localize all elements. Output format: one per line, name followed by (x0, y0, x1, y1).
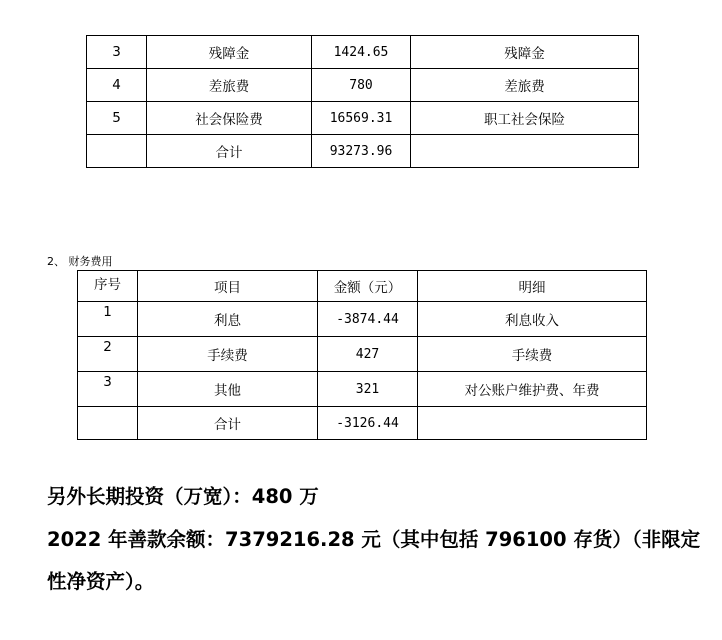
empty-cell (411, 135, 639, 168)
row-number: 2 (78, 337, 138, 372)
total-amount: -3126.44 (318, 407, 418, 440)
header-item: 项目 (138, 271, 318, 302)
row-number: 3 (78, 372, 138, 407)
row-amount: 1424.65 (312, 36, 411, 69)
total-label: 合计 (138, 407, 318, 440)
row-item: 利息 (138, 302, 318, 337)
row-amount: 16569.31 (312, 102, 411, 135)
table-row (78, 372, 647, 407)
section-title: 2、 财务费用 (47, 255, 113, 268)
row-detail: 残障金 (411, 36, 639, 69)
donation-balance-text-cont: 性净资产）。 (47, 570, 155, 593)
row-item: 残障金 (147, 36, 312, 69)
row-number: 3 (87, 36, 147, 69)
header-number: 序号 (78, 271, 138, 302)
row-item: 社会保险费 (147, 102, 312, 135)
empty-cell (418, 407, 647, 440)
table-row (78, 337, 647, 372)
row-amount: 321 (318, 372, 418, 407)
row-detail: 对公账户维护费、年费 (418, 372, 647, 407)
row-item: 其他 (138, 372, 318, 407)
empty-cell (87, 135, 147, 168)
table-row (87, 69, 639, 102)
total-label: 合计 (147, 135, 312, 168)
table-row (78, 302, 647, 337)
row-item: 手续费 (138, 337, 318, 372)
long-term-investment-text: 另外长期投资（万宽）：480 万 (47, 485, 319, 508)
total-row (87, 135, 639, 168)
row-amount: 780 (312, 69, 411, 102)
expense-table-1 (86, 35, 639, 168)
row-detail: 利息收入 (418, 302, 647, 337)
header-detail: 明细 (418, 271, 647, 302)
row-number: 1 (78, 302, 138, 337)
donation-balance-text: 2022 年善款余额：7379216.28 元（其中包括 796100 存货）（非限定 (47, 528, 701, 551)
row-number: 5 (87, 102, 147, 135)
row-item: 差旅费 (147, 69, 312, 102)
row-number: 4 (87, 69, 147, 102)
total-row (78, 407, 647, 440)
row-detail: 手续费 (418, 337, 647, 372)
empty-cell (78, 407, 138, 440)
header-amount: 金额（元） (318, 271, 418, 302)
finance-expense-table (77, 270, 647, 440)
row-detail: 差旅费 (411, 69, 639, 102)
table-header-row (78, 271, 647, 302)
row-detail: 职工社会保险 (411, 102, 639, 135)
row-amount: 427 (318, 337, 418, 372)
row-amount: -3874.44 (318, 302, 418, 337)
table-row (87, 102, 639, 135)
total-amount: 93273.96 (312, 135, 411, 168)
table-row (87, 36, 639, 69)
